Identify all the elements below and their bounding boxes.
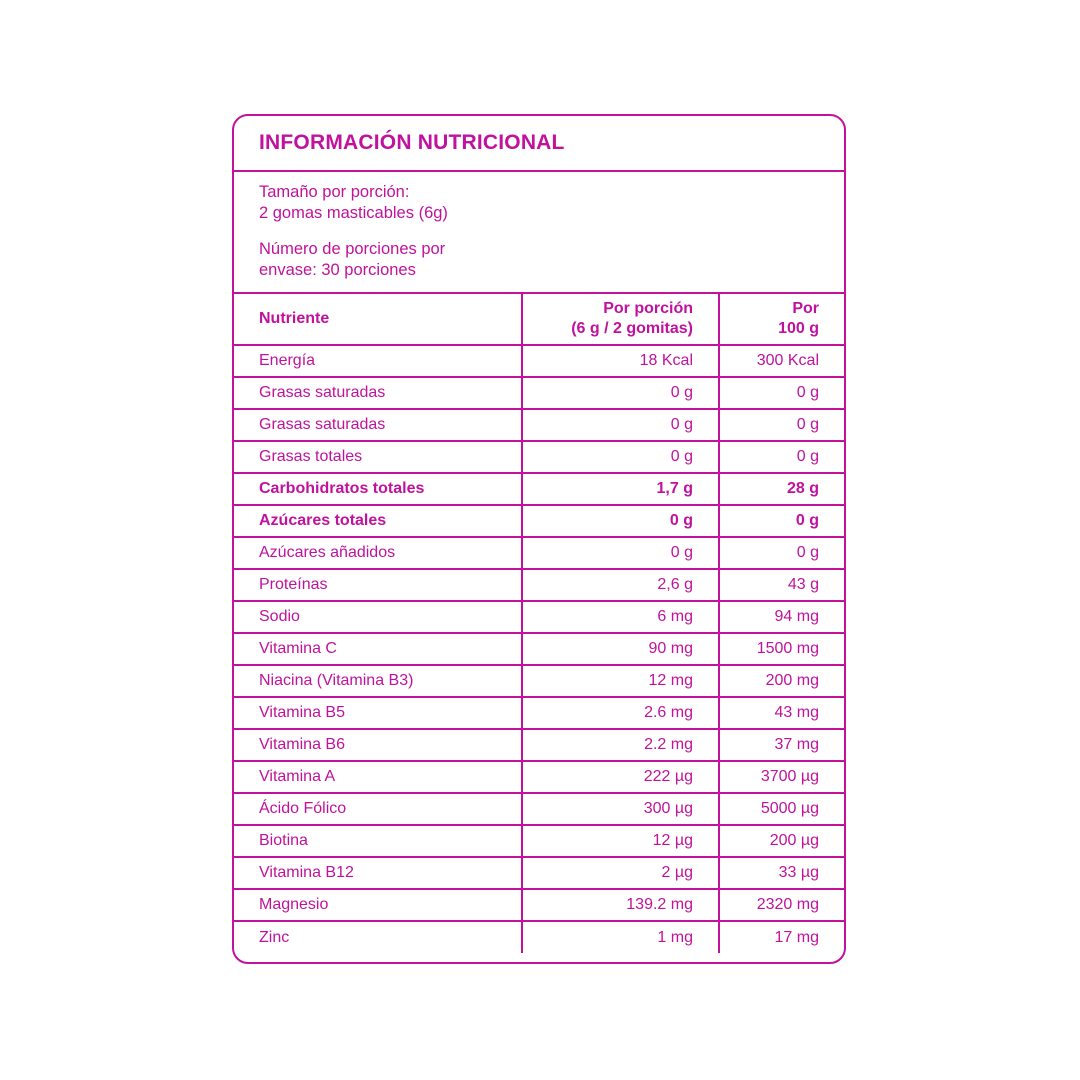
- per-100g-value: 0 g: [719, 441, 844, 473]
- table-row: [234, 825, 844, 857]
- per-serving-value: 6 mg: [522, 601, 719, 633]
- per-serving-value: 2 µg: [522, 857, 719, 889]
- header-per-100g: [719, 294, 844, 345]
- per-100g-value: 33 µg: [719, 857, 844, 889]
- nutrient-name: Proteínas: [234, 569, 522, 601]
- table-row: [234, 377, 844, 409]
- per-100g-value: 200 mg: [719, 665, 844, 697]
- nutrition-table: [234, 294, 844, 953]
- per-serving-value: 0 g: [522, 537, 719, 569]
- serving-size-label: Tamaño por porción:: [259, 183, 410, 201]
- per-serving-value: 0 g: [522, 409, 719, 441]
- table-row: [234, 665, 844, 697]
- per-serving-value: 12 µg: [522, 825, 719, 857]
- nutrient-name: Carbohidratos totales: [234, 473, 522, 505]
- per-serving-value: 2,6 g: [522, 569, 719, 601]
- nutrient-name: Vitamina B5: [234, 697, 522, 729]
- per-serving-value: 1,7 g: [522, 473, 719, 505]
- per-100g-value: 2320 mg: [719, 889, 844, 921]
- nutrition-rows: [234, 345, 844, 953]
- table-row: [234, 409, 844, 441]
- header-per-100g-line2: 100 g: [778, 320, 819, 337]
- table-row: [234, 761, 844, 793]
- table-row: [234, 889, 844, 921]
- header-per-serving-line2: (6 g / 2 gomitas): [571, 320, 693, 337]
- nutrient-name: Azúcares totales: [234, 505, 522, 537]
- nutrient-name: Energía: [234, 345, 522, 377]
- nutrient-name: Azúcares añadidos: [234, 537, 522, 569]
- per-100g-value: 94 mg: [719, 601, 844, 633]
- table-row: [234, 633, 844, 665]
- table-row: [234, 921, 844, 953]
- per-serving-value: 1 mg: [522, 921, 719, 953]
- table-row: [234, 569, 844, 601]
- nutrient-name: Magnesio: [234, 889, 522, 921]
- per-100g-value: 300 Kcal: [719, 345, 844, 377]
- per-100g-value: 43 g: [719, 569, 844, 601]
- nutrient-name: Sodio: [234, 601, 522, 633]
- per-serving-value: 90 mg: [522, 633, 719, 665]
- per-serving-value: 12 mg: [522, 665, 719, 697]
- header-per-100g-line1: Por: [792, 300, 819, 317]
- panel-title: INFORMACIÓN NUTRICIONAL: [234, 116, 844, 172]
- nutrient-name: Zinc: [234, 921, 522, 953]
- header-nutrient: Nutriente: [234, 294, 522, 345]
- per-100g-value: 0 g: [719, 537, 844, 569]
- table-row: [234, 441, 844, 473]
- per-serving-value: 0 g: [522, 505, 719, 537]
- per-100g-value: 0 g: [719, 505, 844, 537]
- servings-count-line2: envase: 30 porciones: [259, 261, 416, 279]
- nutrient-name: Vitamina A: [234, 761, 522, 793]
- table-row: [234, 793, 844, 825]
- table-row: [234, 729, 844, 761]
- table-row: [234, 345, 844, 377]
- per-100g-value: 200 µg: [719, 825, 844, 857]
- header-per-serving: [522, 294, 719, 345]
- per-100g-value: 0 g: [719, 409, 844, 441]
- nutrient-name: Vitamina B12: [234, 857, 522, 889]
- per-serving-value: 0 g: [522, 377, 719, 409]
- nutrient-name: Grasas saturadas: [234, 377, 522, 409]
- per-serving-value: 2.6 mg: [522, 697, 719, 729]
- nutrition-facts-panel: [232, 114, 846, 964]
- serving-info: [234, 172, 844, 294]
- table-row: [234, 601, 844, 633]
- table-row: [234, 473, 844, 505]
- nutrient-name: Ácido Fólico: [234, 793, 522, 825]
- nutrient-name: Niacina (Vitamina B3): [234, 665, 522, 697]
- per-serving-value: 300 µg: [522, 793, 719, 825]
- per-serving-value: 18 Kcal: [522, 345, 719, 377]
- per-100g-value: 17 mg: [774, 928, 819, 946]
- nutrient-name: Vitamina B6: [234, 729, 522, 761]
- table-row: [234, 505, 844, 537]
- table-header-row: [234, 294, 844, 345]
- nutrient-name: Grasas totales: [234, 441, 522, 473]
- serving-size: [259, 182, 819, 224]
- per-serving-value: 2.2 mg: [522, 729, 719, 761]
- serving-size-value: 2 gomas masticables (6g): [259, 204, 448, 222]
- per-serving-value: 139.2 mg: [522, 889, 719, 921]
- per-serving-value: 222 µg: [522, 761, 719, 793]
- per-100g-value: 43 mg: [719, 697, 844, 729]
- per-100g-value: 28 g: [719, 473, 844, 505]
- nutrient-name: Grasas saturadas: [234, 409, 522, 441]
- per-100g-value: 0 g: [719, 377, 844, 409]
- per-100g-value: 37 mg: [719, 729, 844, 761]
- header-per-serving-line1: Por porción: [603, 300, 693, 317]
- per-100g-value: 3700 µg: [719, 761, 844, 793]
- servings-per-container: [259, 239, 819, 281]
- table-row: [234, 537, 844, 569]
- table-row: [234, 857, 844, 889]
- per-serving-value: 0 g: [522, 441, 719, 473]
- per-100g-value: 1500 mg: [719, 633, 844, 665]
- per-100g-value: 5000 µg: [719, 793, 844, 825]
- nutrient-name: Vitamina C: [234, 633, 522, 665]
- table-row: [234, 697, 844, 729]
- servings-count-line1: Número de porciones por: [259, 240, 446, 258]
- nutrient-name: Biotina: [234, 825, 522, 857]
